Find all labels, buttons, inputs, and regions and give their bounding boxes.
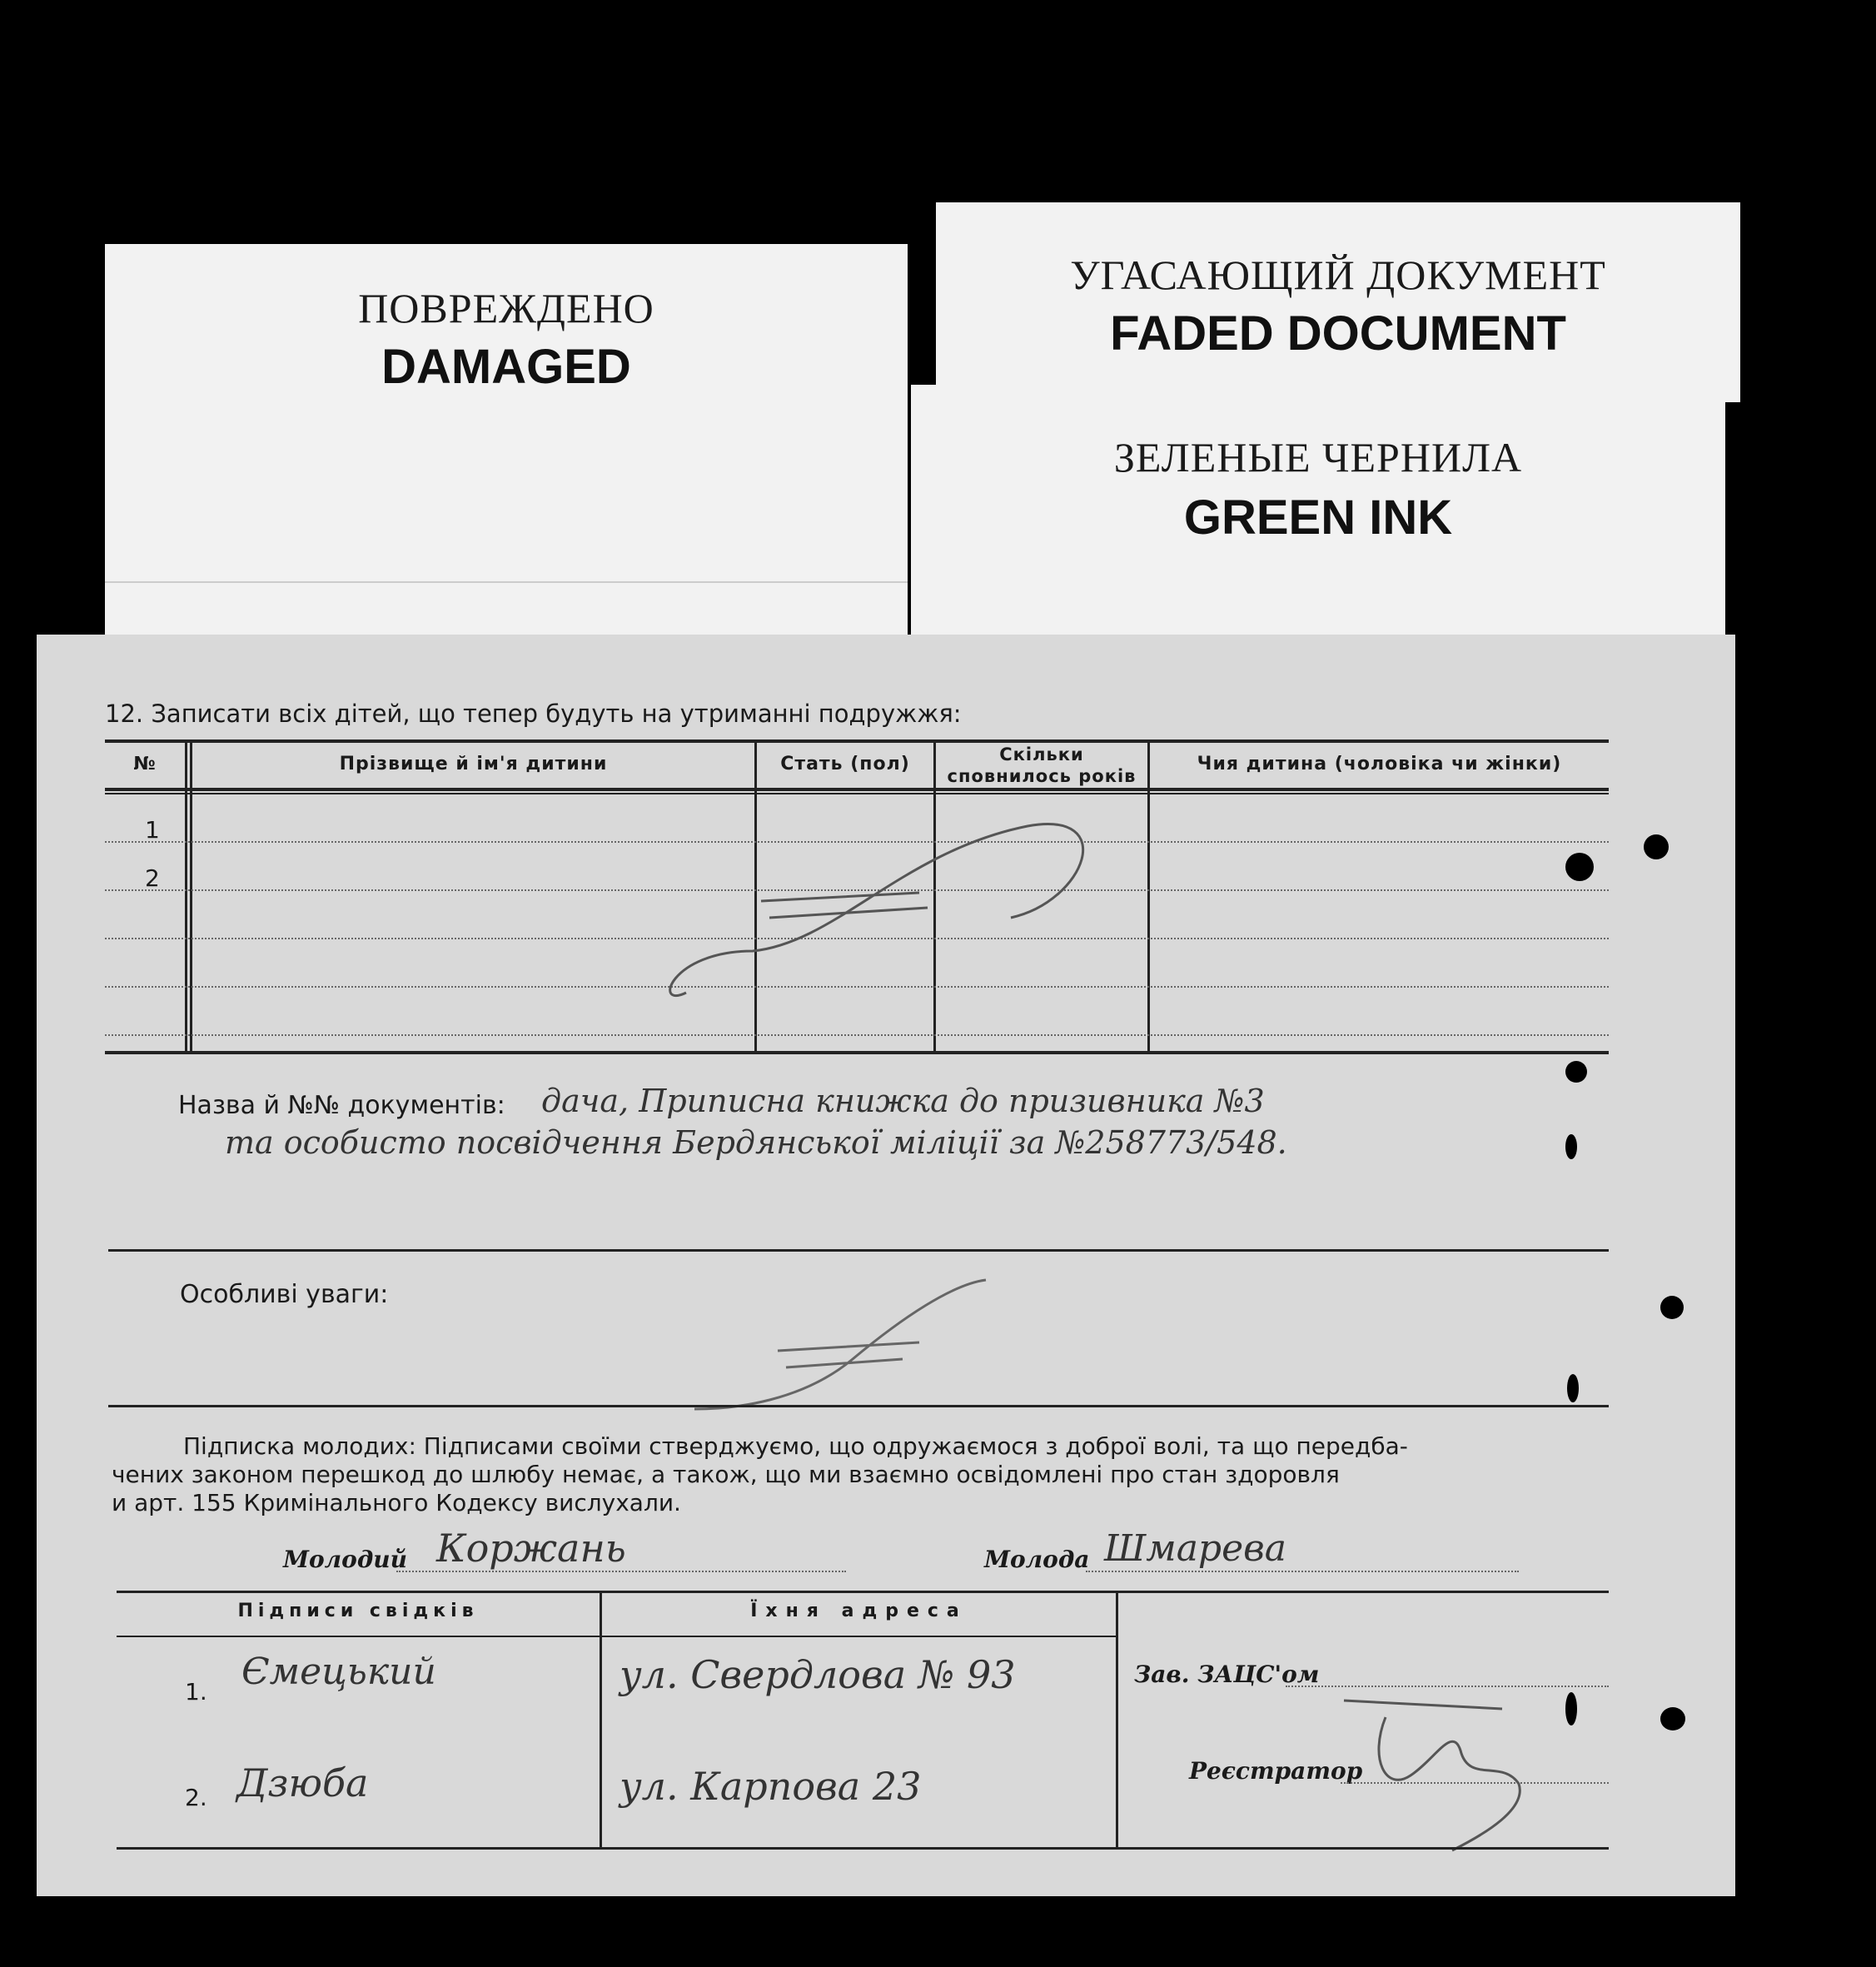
header-age-line1: Скільки bbox=[999, 744, 1084, 764]
address-header: Їхня адреса bbox=[750, 1601, 968, 1621]
punch-hole bbox=[1644, 834, 1669, 859]
address-col-divider bbox=[1116, 1592, 1118, 1847]
damaged-label-en: DAMAGED bbox=[381, 340, 631, 394]
remarks-section-divider bbox=[108, 1405, 1609, 1407]
bride-signature-line bbox=[1086, 1571, 1519, 1572]
col-divider-num-2 bbox=[190, 741, 192, 1053]
pledge-line-2: чених законом перешкод до шлюбу немає, а також, що ми взаємно освідомлені про стан здоровля bbox=[112, 1461, 1340, 1488]
punch-hole bbox=[1567, 1374, 1579, 1402]
witness-2-address: ул. Карпова 23 bbox=[620, 1764, 922, 1809]
marriage-record-form bbox=[37, 635, 1735, 1896]
faded-label-en: FADED DOCUMENT bbox=[1110, 306, 1566, 361]
punch-hole bbox=[1565, 1061, 1587, 1083]
witness-2-signature: Дзюба bbox=[236, 1760, 369, 1805]
registrar-label: Реєстратор bbox=[1189, 1757, 1363, 1785]
pledge-line-1: Підписка молодих: Підписами своїми стверджуємо, що одружаємося з доброї волі, та що передба- bbox=[183, 1432, 1408, 1460]
green-ink-card bbox=[911, 385, 1725, 651]
table-bottom-border bbox=[105, 1051, 1609, 1054]
table-header-border bbox=[105, 788, 1609, 791]
documents-handwriting-line2: та особисто посвідчення Бердянської міліції за №258773/548. bbox=[225, 1124, 1287, 1161]
witness-1-address: ул. Свердлова № 93 bbox=[620, 1652, 1016, 1697]
punch-hole bbox=[1565, 1134, 1577, 1159]
table-header-border-2 bbox=[105, 793, 1609, 794]
witness-header-divider bbox=[117, 1636, 1116, 1637]
witness-header: Підписи свідків bbox=[237, 1601, 479, 1621]
section-12-title: 12. Записати всіх дітей, що тепер будуть на утриманні подружжя: bbox=[105, 700, 962, 728]
header-whose-child: Чия дитина (чоловіка чи жінки) bbox=[1197, 754, 1562, 774]
col-divider-num bbox=[185, 741, 187, 1053]
witness-table-top bbox=[117, 1591, 1609, 1593]
table-top-border bbox=[105, 739, 1609, 743]
witness-col-divider bbox=[600, 1592, 602, 1847]
groom-signature-line bbox=[396, 1571, 846, 1572]
documents-label: Назва й №№ документів: bbox=[178, 1091, 505, 1120]
zags-signature-line bbox=[1286, 1686, 1609, 1687]
punch-hole bbox=[1565, 853, 1594, 881]
groom-label: Молодий bbox=[283, 1546, 408, 1573]
bride-label: Молода bbox=[984, 1546, 1090, 1573]
row-num-1: 1 bbox=[145, 816, 160, 844]
row-num-2: 2 bbox=[145, 864, 160, 892]
witness-1-signature: Ємецький bbox=[241, 1651, 436, 1693]
damaged-card bbox=[105, 244, 908, 644]
remarks-label: Особливі уваги: bbox=[180, 1280, 389, 1309]
form-bottom-border bbox=[117, 1847, 1609, 1850]
documents-section-divider bbox=[108, 1249, 1609, 1252]
witness-1-num: 1. bbox=[185, 1678, 207, 1706]
zags-head-label: Зав. ЗАЦС'ом bbox=[1134, 1661, 1320, 1688]
damaged-label-ru: ПОВРЕЖДЕНО bbox=[358, 285, 654, 331]
table-cross-out-stroke bbox=[653, 801, 1136, 1018]
table-row-line bbox=[105, 1034, 1609, 1036]
punch-hole bbox=[1660, 1707, 1685, 1730]
col-divider-age bbox=[1147, 741, 1150, 1053]
header-child-name: Прізвище й ім'я дитини bbox=[339, 754, 608, 774]
header-age-line2: сповнилось років bbox=[947, 766, 1137, 786]
witness-2-num: 2. bbox=[185, 1784, 207, 1811]
green-label-ru: ЗЕЛЕНЫЕ ЧЕРНИЛА bbox=[1113, 434, 1523, 481]
pledge-line-3: и арт. 155 Кримінального Кодексу вислухали. bbox=[112, 1489, 681, 1516]
faded-document-card bbox=[936, 202, 1740, 402]
punch-hole bbox=[1660, 1296, 1684, 1319]
groom-signature: Коржань bbox=[436, 1526, 626, 1571]
punch-hole bbox=[1565, 1692, 1577, 1725]
header-num: № bbox=[133, 754, 157, 774]
remarks-cross-out-stroke bbox=[686, 1276, 1003, 1417]
green-label-en: GREEN INK bbox=[1183, 491, 1453, 545]
card-divider bbox=[105, 581, 908, 583]
header-sex: Стать (пол) bbox=[780, 754, 910, 774]
faded-label-ru: УГАСАЮЩИЙ ДОКУМЕНТ bbox=[1070, 251, 1606, 298]
documents-handwriting-line1: дача, Приписна книжка до призивника №3 bbox=[541, 1083, 1265, 1119]
bride-signature: Шмарева bbox=[1104, 1527, 1286, 1570]
registrar-signature-stroke bbox=[1336, 1692, 1544, 1859]
